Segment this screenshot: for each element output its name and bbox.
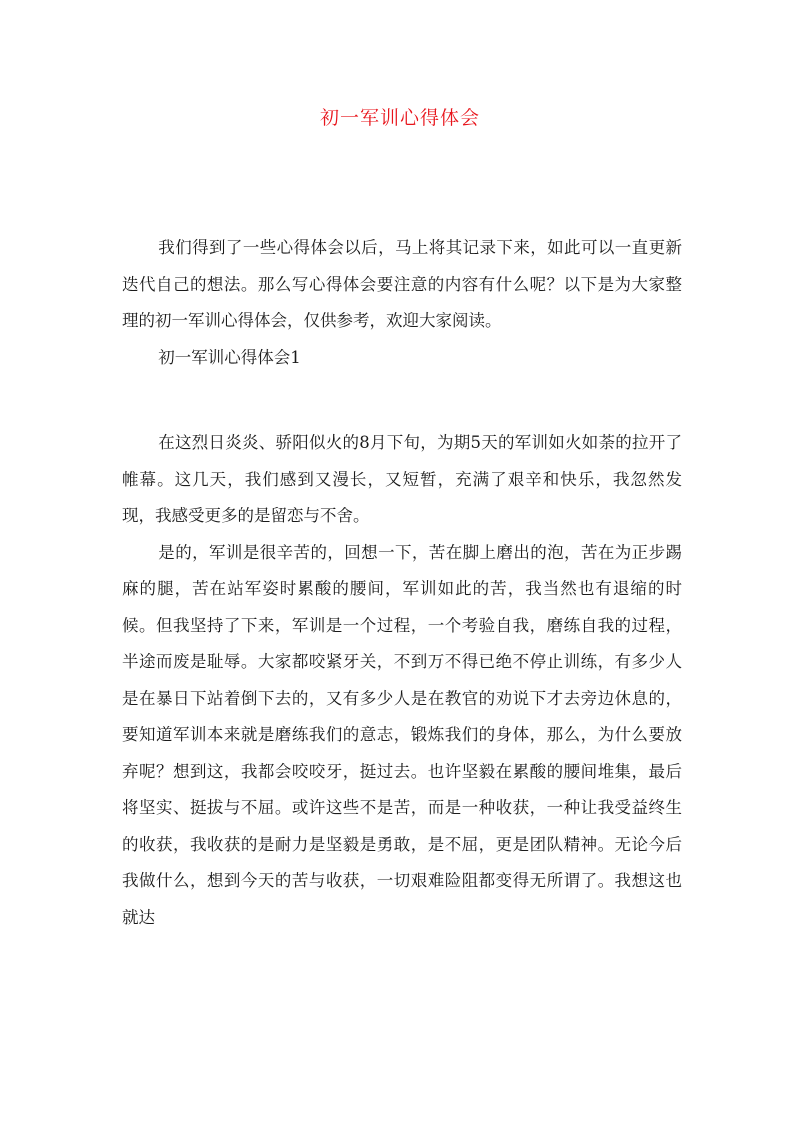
intro-paragraph: 我们得到了一些心得体会以后，马上将其记录下来，如此可以一直更新迭代自己的想法。那么写心得体会要注意的内容有什么呢？以下是为大家整理的初一军训心得体会，仅供参考，欢迎大家阅读。 — [122, 238, 682, 330]
document-title: 初一军训心得体会 — [319, 107, 480, 129]
body-paragraph-2: 是的，军训是很辛苦的，回想一下，苦在脚上磨出的泡，苦在为正步踢麻的腿，苦在站军姿时累酸的腰间，军训如此的苦，我当然也有退缩的时候。但我坚持了下来，军训是一个过程，一个考验自我，磨练自我的过程，半途而废是耻辱。大家都咬紧牙关，不到万不得已绝不停止训练，有多少人是在暴日下站着倒下去的，又有多少人是在教官的劝说下才去旁边休息的，要知道军训本来就是磨练我们的意志，锻炼我们的身体，那么，为什么要放弃呢？想到这，我都会咬咬牙，挺过去。也许坚毅在累酸的腰间堆集，最后将坚实、挺拔与不屈。或许这些不是苦，而是一种收获，一种让我受益终生的收获，我收获的是耐力是坚毅是勇敢，是不屈，更是团队精神。无论今后我做什么，想到今天的苦与收获，一切艰难险阻都变得无所谓了。我想这也就达 — [122, 542, 682, 927]
section-heading: 初一军训心得体会1 — [158, 347, 301, 367]
document-body — [122, 230, 682, 936]
section-spacer — [122, 376, 682, 425]
body-paragraph-1: 在这烈日炎炎、骄阳似火的8月下旬，为期5天的军训如火如荼的拉开了帷幕。这几天，我们感到又漫长，又短暂，充满了艰辛和快乐，我忽然发现，我感受更多的是留恋与不舍。 — [122, 433, 682, 525]
